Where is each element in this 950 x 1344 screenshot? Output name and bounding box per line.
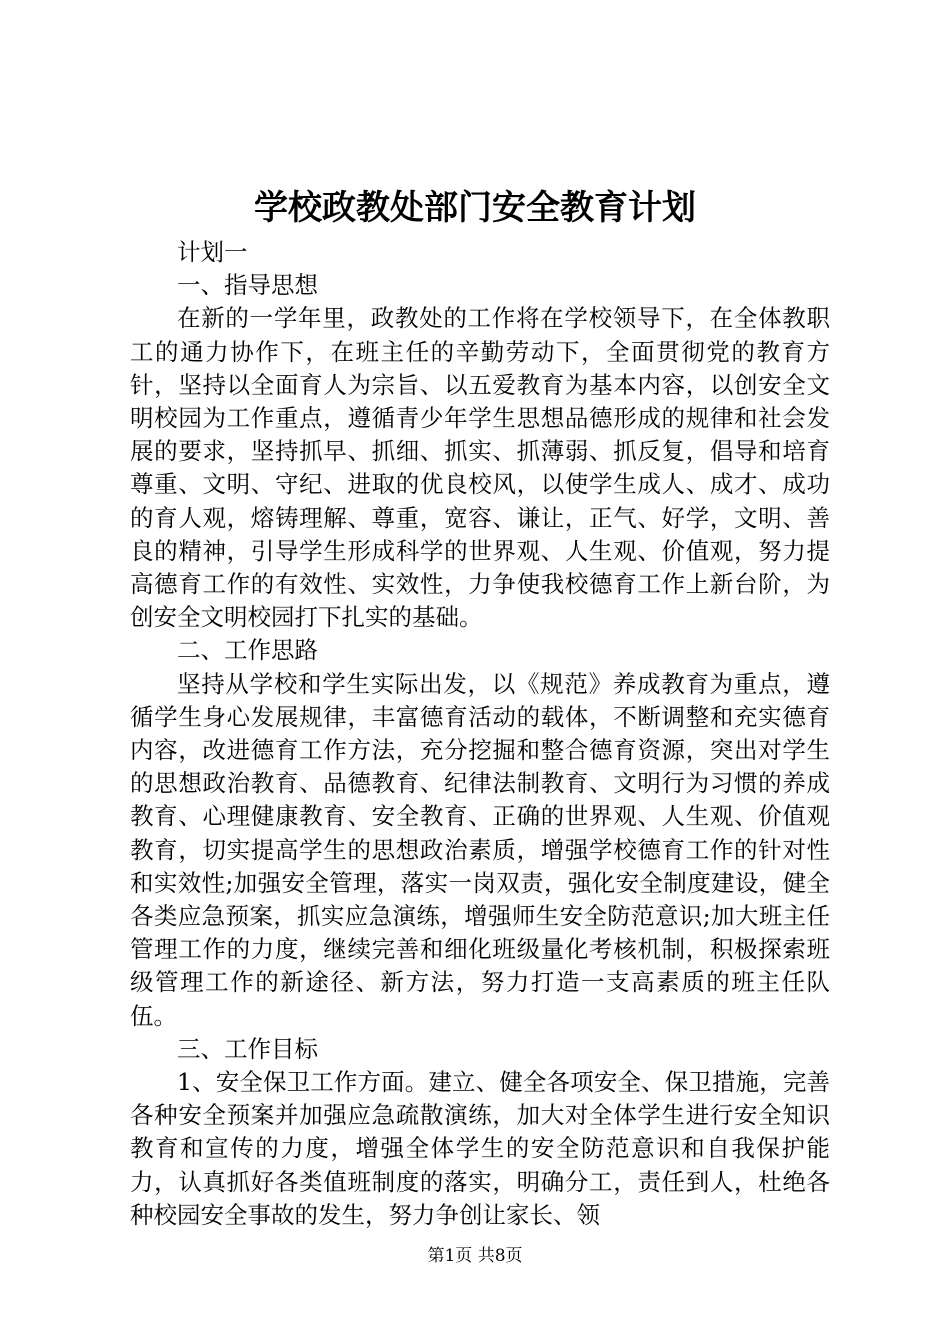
document-body (130, 236, 830, 1232)
paragraph-guiding-ideology: 在新的一学年里，政教处的工作将在学校领导下，在全体教职工的通力协作下，在班主任的辛勤劳动下，全面贯彻党的教育方针，坚持以全面育人为宗旨、以五爱教育为基本内容，以创安全文明校园为工作重点，遵循青少年学生思想品德形成的规律和社会发展的要求，坚持抓早、抓细、抓实、抓薄弱、抓反复，倡导和培育尊重、文明、守纪、进取的优良校风，以使学生成人、成才、成功的育人观，熔铸理解、尊重，宽容、谦让，正气、好学，文明、善良的精神，引导学生形成科学的世界观、人生观、价值观，努力提高德育工作的有效性、实效性，力争使我校德育工作上新台阶，为创安全文明校园打下扎实的基础。 (130, 304, 830, 632)
plan-label: 计划一 (177, 238, 248, 266)
section-heading-guiding-ideology: 一、指导思想 (177, 271, 318, 300)
document-title: 学校政教处部门安全教育计划 (254, 188, 696, 228)
section-heading-work-approach: 二、工作思路 (177, 636, 318, 665)
paragraph-work-goals: 1、安全保卫工作方面。建立、健全各项安全、保卫措施，完善各种安全预案并加强应急疏散演练，加大对全体学生进行安全知识教育和宣传的力度，增强全体学生的安全防范意识和自我保护能力，认真抓好各类值班制度的落实，明确分工，责任到人，杜绝各种校园安全事故的发生，努力争创让家长、领 (130, 1068, 830, 1229)
page-number-footer: 第1页 共8页 (427, 1246, 523, 1266)
paragraph-work-approach: 坚持从学校和学生实际出发，以《规范》养成教育为重点，遵循学生身心发展规律，丰富德育活动的载体，不断调整和充实德育内容，改进德育工作方法，充分挖掘和整合德育资源，突出对学生的思想政治教育、品德教育、纪律法制教育、文明行为习惯的养成教育、心理健康教育、安全教育、正确的世界观、人生观、价值观教育，切实提高学生的思想政治素质，增强学校德育工作的针对性和实效性;加强安全管理，落实一岗双责，强化安全制度建设，健全各类应急预案，抓实应急演练，增强师生安全防范意识;加大班主任管理工作的力度，继续完善和细化班级量化考核机制，积极探索班级管理工作的新途径、新方法，努力打造一支高素质的班主任队伍。 (130, 669, 830, 1030)
section-heading-work-goals: 三、工作目标 (177, 1034, 318, 1063)
